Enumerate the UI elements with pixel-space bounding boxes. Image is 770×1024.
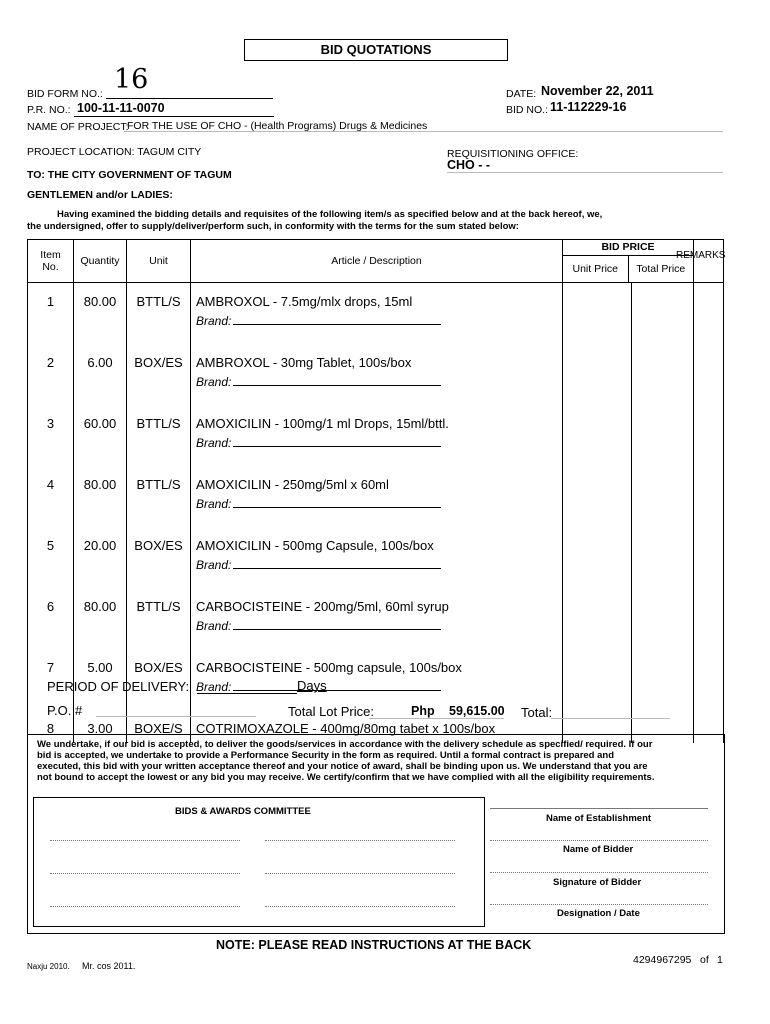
unit-price-cell[interactable] — [563, 344, 632, 405]
col-article-header: Article / Description — [191, 240, 563, 283]
table-row — [28, 466, 724, 527]
brand-label: Brand: — [196, 497, 232, 511]
item-no: 2 — [28, 344, 74, 405]
item-article: AMBROXOL - 30mg Tablet, 100s/box — [196, 355, 412, 370]
item-article: AMBROXOL - 7.5mg/mlx drops, 15ml — [196, 294, 413, 309]
item-no: 3 — [28, 405, 74, 466]
total-line — [551, 718, 670, 719]
instructions-note: NOTE: PLEASE READ INSTRUCTIONS AT THE BACK — [216, 938, 532, 952]
undertaking-box — [27, 734, 725, 934]
bids-awards-committee-box — [33, 797, 485, 927]
period-of-delivery-line — [197, 692, 297, 694]
item-article: AMOXICILIN - 250mg/5ml x 60ml — [196, 477, 389, 492]
brand-label: Brand: — [196, 680, 232, 694]
col-no-label: No. — [42, 261, 59, 273]
credit-middle: Mr. cos 2011. — [82, 961, 136, 971]
total-price-cell[interactable] — [632, 466, 694, 527]
total-label: Total: — [521, 705, 553, 720]
unit-price-cell[interactable] — [563, 527, 632, 588]
col-item-label: Item — [40, 249, 61, 261]
bid-price-label: BID PRICE — [563, 240, 693, 256]
bid-form-no-value: 16 — [114, 64, 149, 95]
item-article: AMOXICILIN - 100mg/1 ml Drops, 15ml/bttl. — [196, 416, 449, 431]
intro-line-1: Having examined the bidding details and requisites of the following item/s as specified below and at the back hereof, we, — [57, 209, 603, 220]
unit-price-cell[interactable] — [563, 283, 632, 345]
item-article-cell — [191, 466, 563, 527]
brand-label: Brand: — [196, 375, 232, 389]
php-label: Php — [411, 704, 435, 718]
pr-no-label: P.R. NO.: — [27, 104, 71, 116]
bid-price-header — [563, 240, 694, 283]
brand-field[interactable] — [196, 496, 562, 511]
project-name-value: FOR THE USE OF CHO - (Health Programs) Drugs & Medicines — [127, 120, 428, 132]
col-unit-header: Unit — [127, 240, 191, 283]
brand-line — [233, 496, 441, 508]
item-quantity: 6.00 — [74, 344, 127, 405]
total-lot-price-label: Total Lot Price: — [288, 704, 374, 719]
unit-price-cell[interactable] — [563, 588, 632, 649]
brand-field[interactable] — [196, 313, 562, 328]
item-unit: BTTL/S — [127, 283, 191, 345]
committee-title: BIDS & AWARDS COMMITTEE — [175, 806, 311, 817]
item-quantity: 5.00 — [74, 649, 127, 710]
item-article-cell — [191, 405, 563, 466]
item-unit: BOX/ES — [127, 344, 191, 405]
po-label: P.O. # — [47, 703, 83, 718]
total-price-header: Total Price — [636, 263, 686, 275]
period-of-delivery-label: PERIOD OF DELIVERY: — [47, 679, 190, 694]
unit-price-cell[interactable] — [563, 466, 632, 527]
brand-label: Brand: — [196, 436, 232, 450]
brand-line — [233, 557, 441, 569]
item-no: 4 — [28, 466, 74, 527]
item-no: 5 — [28, 527, 74, 588]
table-row — [28, 344, 724, 405]
item-quantity: 80.00 — [74, 466, 127, 527]
designation-line — [490, 904, 708, 905]
designation-label: Designation / Date — [557, 908, 640, 919]
item-article-cell — [191, 527, 563, 588]
brand-line — [233, 618, 441, 630]
table-header — [28, 240, 724, 283]
total-price-cell[interactable] — [632, 344, 694, 405]
establishment-label: Name of Establishment — [546, 813, 652, 824]
period-of-delivery-unit: Days — [297, 678, 327, 693]
item-article: AMOXICILIN - 500mg Capsule, 100s/box — [196, 538, 434, 553]
brand-field[interactable] — [196, 618, 562, 633]
remarks-header — [676, 240, 726, 283]
brand-field[interactable] — [196, 374, 562, 389]
brand-line — [233, 679, 441, 691]
col-item-header — [28, 240, 74, 283]
item-article-cell — [191, 344, 563, 405]
signature-line — [490, 872, 708, 873]
table-row — [28, 283, 724, 345]
item-article: CARBOCISTEINE - 500mg capsule, 100s/box — [196, 660, 462, 675]
item-quantity: 80.00 — [74, 588, 127, 649]
bidder-label: Name of Bidder — [563, 844, 634, 855]
col-quantity-header: Quantity — [74, 240, 127, 283]
total-price-cell[interactable] — [632, 283, 694, 345]
project-name-label: NAME OF PROJECT: — [27, 121, 129, 133]
unit-price-header: Unit Price — [563, 256, 629, 282]
committee-signature-line — [50, 906, 240, 907]
item-article-cell — [191, 649, 563, 710]
brand-field[interactable] — [196, 557, 562, 572]
item-article: CARBOCISTEINE - 200mg/5ml, 60ml syrup — [196, 599, 449, 614]
requisitioning-office-label: REQUISITIONING OFFICE: — [447, 148, 579, 160]
remarks-cell[interactable] — [694, 344, 724, 405]
page-id: 4294967295 — [633, 954, 692, 966]
project-name-line — [124, 131, 723, 132]
item-quantity: 20.00 — [74, 527, 127, 588]
requisitioning-office-line — [447, 172, 723, 173]
bid-form-no-line — [106, 97, 273, 99]
unit-price-cell[interactable] — [563, 649, 632, 710]
item-unit: BOXE/S — [127, 710, 191, 743]
brand-line — [233, 435, 441, 447]
committee-signature-line — [265, 906, 455, 907]
remarks-cell[interactable] — [694, 527, 724, 588]
committee-signature-line — [50, 873, 240, 874]
item-unit: BTTL/S — [127, 466, 191, 527]
unit-price-cell[interactable] — [563, 405, 632, 466]
total-price-cell[interactable] — [632, 405, 694, 466]
committee-signature-line — [265, 840, 455, 841]
table-row — [28, 405, 724, 466]
item-no: 6 — [28, 588, 74, 649]
signature-label: Signature of Bidder — [553, 877, 642, 888]
total-price-cell[interactable] — [632, 527, 694, 588]
total-price-cell[interactable] — [632, 649, 694, 710]
item-article-cell — [191, 283, 563, 345]
pr-no-value: 100-11-11-0070 — [77, 101, 165, 115]
item-rows — [28, 283, 724, 744]
remarks-cell[interactable] — [694, 466, 724, 527]
salutation: GENTLEMEN and/or LADIES: — [27, 189, 173, 201]
item-no: 7 — [28, 649, 74, 710]
item-article: COTRIMOXAZOLE - 400mg/80mg tabet x 100s/box — [196, 721, 496, 736]
item-unit: BOX/ES — [127, 527, 191, 588]
table-row — [28, 588, 724, 649]
page-of: of — [700, 954, 709, 966]
item-unit: BTTL/S — [127, 405, 191, 466]
item-no: 1 — [28, 283, 74, 345]
brand-field[interactable] — [196, 435, 562, 450]
total-lot-price-value: 59,615.00 — [449, 704, 505, 718]
brand-line — [233, 374, 441, 386]
remarks-cell[interactable] — [694, 588, 724, 649]
item-unit: BTTL/S — [127, 588, 191, 649]
item-quantity: 3.00 — [74, 710, 127, 743]
remarks-cell[interactable] — [694, 649, 724, 710]
item-quantity: 80.00 — [74, 283, 127, 345]
item-unit: BOX/ES — [127, 649, 191, 710]
bidder-line — [490, 840, 708, 841]
bid-no-label: BID NO.: — [506, 104, 549, 116]
items-table — [27, 239, 724, 743]
brand-label: Brand: — [196, 314, 232, 328]
undertaking-text: We undertake, if our bid is accepted, to deliver the goods/services in accordance with the delivery schedule as specified/ required. If our bid is accepted, we undertake to provide a Performance Security in the form as required. Until a formal contract is prepared and executed, this bid with your written acceptance thereof and your notice of award, shall be binding upon us. We understand that you are not bound to accept the lowest or any bid you may receive. We certify/confirm that we have complied with all the eligibility requirements. — [37, 739, 655, 783]
remarks-cell[interactable] — [694, 405, 724, 466]
po-line — [96, 716, 256, 717]
item-article-cell — [191, 588, 563, 649]
brand-label: Brand: — [196, 619, 232, 633]
project-location: PROJECT LOCATION: TAGUM CITY — [27, 146, 202, 158]
committee-signature-line — [50, 840, 240, 841]
addressee: TO: THE CITY GOVERNMENT OF TAGUM — [27, 169, 232, 181]
total-lot-price-line — [369, 718, 504, 719]
intro-line-2: the undersigned, offer to supply/deliver/perform such, in conformity with the terms for the sum stated below: — [27, 221, 519, 232]
committee-signature-line — [265, 873, 455, 874]
brand-line — [233, 313, 441, 325]
table-row — [28, 527, 724, 588]
pr-no-line — [74, 115, 274, 117]
remarks-label: REMARKS — [676, 250, 726, 261]
page-total: 1 — [717, 954, 723, 966]
item-no: 8 — [28, 710, 74, 743]
bid-form-no-label: BID FORM NO.: — [27, 88, 103, 100]
date-value: November 22, 2011 — [541, 84, 654, 98]
item-quantity: 60.00 — [74, 405, 127, 466]
requisitioning-office-value: CHO - - — [447, 158, 491, 172]
total-price-cell[interactable] — [632, 588, 694, 649]
remarks-cell[interactable] — [694, 283, 724, 345]
date-label: DATE: — [506, 88, 537, 100]
brand-label: Brand: — [196, 558, 232, 572]
establishment-line — [490, 808, 708, 809]
bid-no-value: 11-112229-16 — [550, 100, 627, 114]
page-title: BID QUOTATIONS — [244, 39, 508, 61]
credit-left: Naxju 2010. — [27, 962, 70, 971]
